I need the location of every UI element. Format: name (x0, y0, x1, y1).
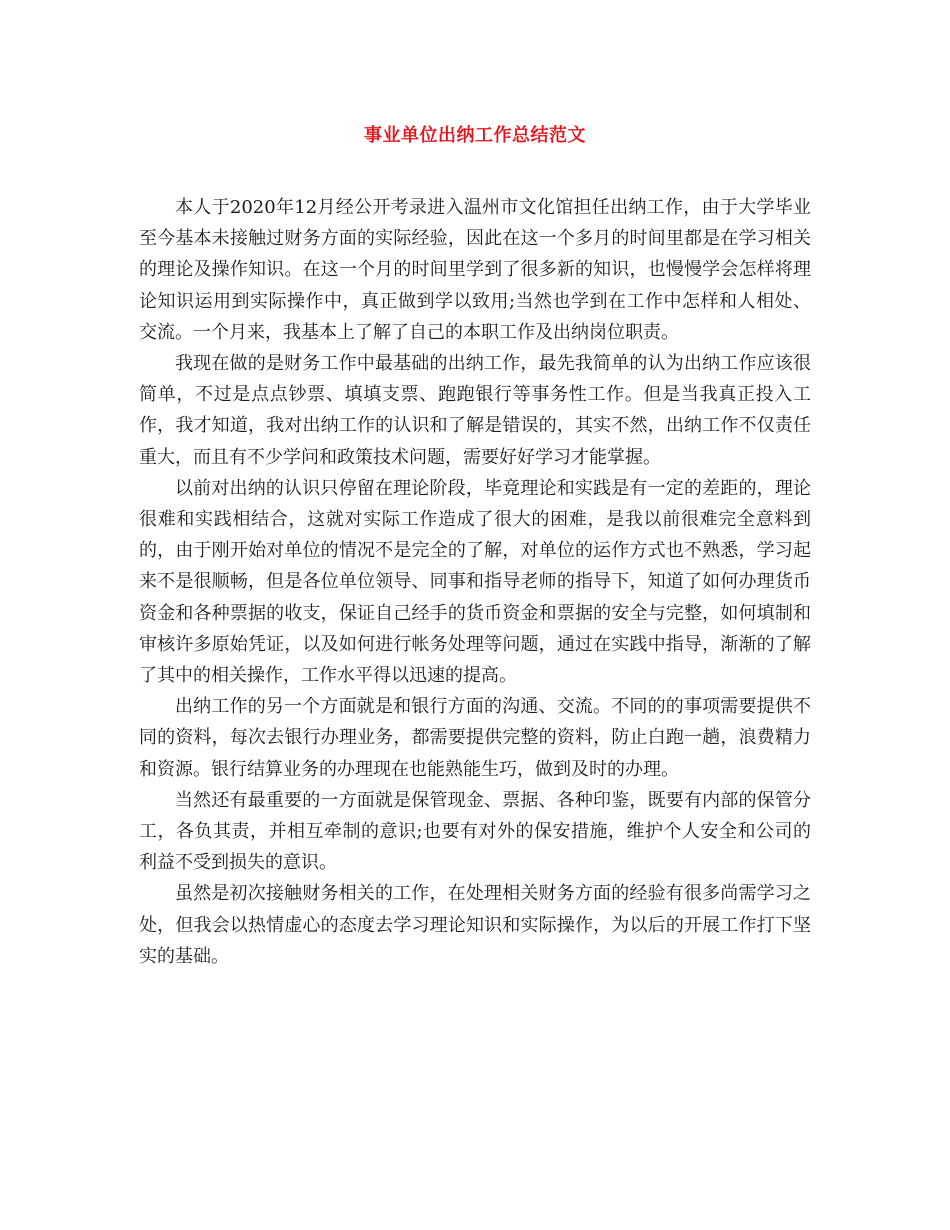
paragraph-2: 我现在做的是财务工作中最基础的出纳工作，最先我简单的认为出纳工作应该很简单，不过是点点钞票、填填支票、跑跑银行等事务性工作。但是当我真正投入工作，我才知道，我对出纳工作的认识和了解是错误的，其实不然，出纳工作不仅责任重大，而且有不少学问和政策技术问题，需要好好学习才能掌握。 (139, 353, 811, 468)
paragraph-6: 虽然是初次接触财务相关的工作，在处理相关财务方面的经验有很多尚需学习之处，但我会以热情虚心的态度去学习理论知识和实际操作，为以后的开展工作打下坚实的基础。 (139, 883, 811, 967)
document-body (139, 192, 811, 972)
document-title: 事业单位出纳工作总结范文 (364, 125, 586, 146)
paragraph-3: 以前对出纳的认识只停留在理论阶段，毕竟理论和实践是有一定的差距的，理论很难和实践相结合，这就对实际工作造成了很大的困难，是我以前很难完全意料到的，由于刚开始对单位的情况不是完全的了解，对单位的运作方式也不熟悉，学习起来不是很顺畅，但是各位单位领导、同事和指导老师的指导下，知道了如何办理货币资金和各种票据的收支，保证自己经手的货币资金和票据的安全与完整，如何填制和审核许多原始凭证，以及如何进行帐务处理等问题，通过在实践中指导，渐渐的了解了其中的相关操作，工作水平得以迅速的提高。 (139, 477, 811, 687)
paragraph-4: 出纳工作的另一个方面就是和银行方面的沟通、交流。不同的的事项需要提供不同的资料，每次去银行办理业务，都需要提供完整的资料，防止白跑一趟，浪费精力和资源。银行结算业务的办理现在也能熟能生巧，做到及时的办理。 (139, 696, 811, 780)
paragraph-1: 本人于2020年12月经公开考录进入温州市文化馆担任出纳工作，由于大学毕业至今基本未接触过财务方面的实际经验，因此在这一个多月的时间里都是在学习相关的理论及操作知识。在这一个月的时间里学到了很多新的知识，也慢慢学会怎样将理论知识运用到实际操作中，真正做到学以致用;当然也学到在工作中怎样和人相处、交流。一个月来，我基本上了解了自己的本职工作及出纳岗位职责。 (139, 197, 811, 343)
paragraph-5: 当然还有最重要的一方面就是保管现金、票据、各种印鉴，既要有内部的保管分工，各负其责，并相互牵制的意识;也要有对外的保安措施，维护个人安全和公司的利益不受到损失的意识。 (139, 789, 811, 874)
